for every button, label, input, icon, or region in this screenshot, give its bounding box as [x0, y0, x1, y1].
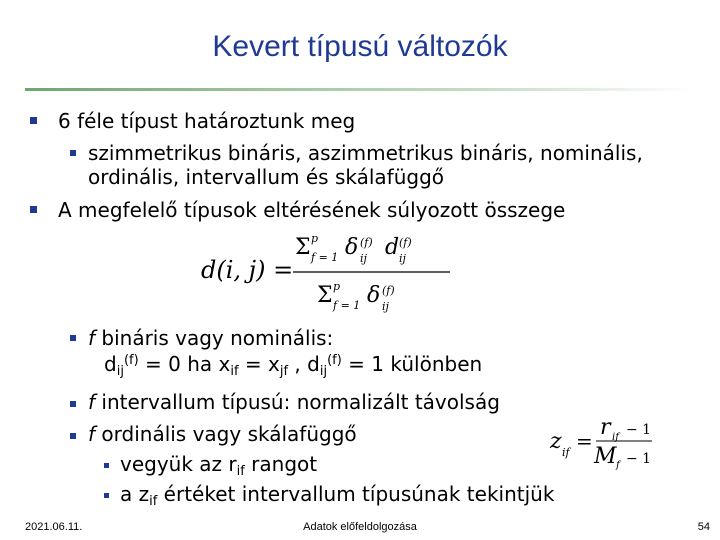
bullet-marker — [70, 150, 76, 156]
case-1-rule — [104, 352, 483, 379]
case-3-f: f — [88, 422, 96, 446]
case-2-f: f — [88, 390, 96, 414]
rule-sup: (f) — [327, 353, 342, 368]
rule-sub: ij — [319, 364, 328, 379]
bullet-marker — [30, 206, 37, 213]
footer-date: 2021.06.11. — [25, 521, 83, 533]
footer-title: Adatok előfeldolgozása — [303, 521, 417, 533]
bullet-marker — [70, 335, 76, 341]
case-3-desc: ordinális vagy skálafüggő — [95, 422, 357, 446]
bullet-marker — [104, 493, 109, 498]
bullet-2-text: A megfelelő típusok eltérésének súlyozott összege — [58, 198, 566, 222]
formula-sum-upper: p — [333, 280, 341, 293]
formula-sum-upper: p — [311, 232, 319, 245]
formula-delta-sub: ij — [382, 300, 389, 313]
rule-sub: if — [230, 364, 239, 379]
formula-sum-lower: f = 1 — [333, 299, 361, 312]
rule-text: = 0 ha x — [138, 352, 231, 376]
rule-text: d — [104, 352, 117, 376]
z-equals: = — [576, 429, 593, 453]
slide-title: Kevert típusú változók — [212, 30, 508, 63]
formula-delta: δ — [345, 235, 359, 260]
formula-d-sub: ij — [399, 252, 406, 265]
bullet-marker — [70, 401, 76, 407]
sub-text: értéket intervallum típusúnak tekintjük — [157, 482, 555, 506]
bullet-marker — [70, 433, 76, 439]
case-1-f: f — [88, 326, 96, 350]
formula-d-sup: (f) — [399, 236, 412, 249]
title-underline — [25, 88, 695, 91]
formula-sum-sign: Σ — [295, 235, 311, 260]
formula-d: d — [385, 235, 400, 260]
bullet-1-sub-line1: szimmetrikus bináris, aszimmetrikus bináris, nominális, — [88, 141, 643, 165]
case-3-sub-1 — [120, 452, 318, 479]
z-den-sub: f — [616, 460, 620, 470]
sub-text: a z — [120, 482, 150, 506]
z-subscript: if — [562, 446, 570, 459]
bullet-1-text: 6 féle típust határoztunk meg — [58, 109, 356, 133]
bullet-1-sub-line2: ordinális, intervallum és skálafüggő — [88, 165, 445, 189]
rule-text: = 1 különben — [341, 352, 483, 376]
bullet-marker — [30, 117, 37, 124]
sub-text: vegyük az r — [120, 452, 237, 476]
sub-index: if — [236, 464, 245, 479]
rule-sub: jf — [279, 364, 289, 379]
bullet-marker — [104, 463, 109, 468]
z-num-minus: − 1 — [626, 422, 652, 438]
sub-text: rangot — [244, 452, 318, 476]
z-num-r: r — [600, 415, 611, 440]
sub-index: if — [149, 494, 158, 509]
z-den-minus: − 1 — [626, 451, 652, 467]
case-1-desc: bináris vagy nominális: — [95, 326, 334, 350]
formula-delta-sup: (f) — [360, 236, 373, 249]
formula-sum-lower: f = 1 — [311, 251, 339, 264]
footer-page-number: 54 — [697, 521, 710, 533]
formula-sum-sign: Σ — [317, 283, 333, 308]
rule-text: = x — [238, 352, 280, 376]
rule-sub: ij — [116, 364, 124, 379]
case-1-text — [88, 326, 333, 350]
z-formula — [546, 412, 658, 470]
z-symbol: z — [550, 429, 562, 454]
case-3-sub-2 — [120, 482, 555, 509]
formula-delta-sup: (f) — [382, 284, 395, 297]
z-den-M: M — [594, 444, 617, 469]
case-2-desc: intervallum típusú: normalizált távolság — [95, 390, 500, 414]
rule-sup: (f) — [123, 353, 139, 368]
case-2-text — [88, 390, 500, 414]
formula-delta-sub: ij — [360, 252, 367, 265]
formula-lhs: d(i, j) = — [201, 256, 294, 284]
case-3-text — [88, 422, 357, 446]
z-num-sub: if — [612, 432, 619, 443]
distance-formula — [195, 228, 465, 318]
rule-text: , d — [288, 352, 320, 376]
formula-delta: δ — [367, 283, 381, 308]
